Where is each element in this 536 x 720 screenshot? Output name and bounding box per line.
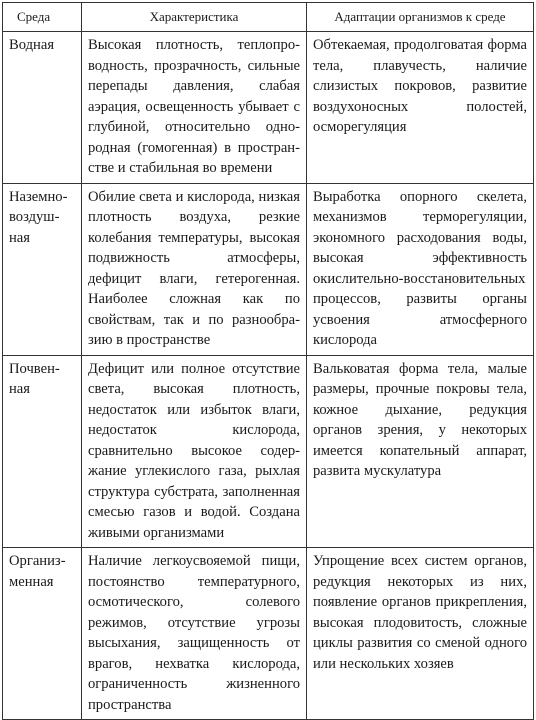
cell-adaptations: Обтекаемая, продолговатая форма тела, плавучесть, наличие слизистых покровов, развитие воздухоносных полостей, осморегуляция (307, 32, 534, 184)
cell-characteristic: Обилие света и кислорода, низкая плотность воздуха, резкие колебания температуры, высокая подвижность атмосферы, дефицит влаги, гетерогенная. Наиболее сложная как по свойствам, так и по разнообразию в пространстве (82, 183, 307, 355)
table-body (3, 32, 534, 720)
cell-environment: Наземно-воздушная (3, 183, 82, 355)
table-header (3, 3, 534, 32)
cell-characteristic: Наличие легкоусвояемой пищи, постоянство температурного, осмотического, солевого режимов, отсутствие угрозы высыхания, защищенность от врагов, нехватка кислорода, ограниченность жизненного пространства (82, 548, 307, 720)
cell-characteristic: Дефицит или полное отсутствие света, высокая плотность, недостаток или избыток влаги, недостаток кислорода, сравнительно высокое содержание углекислого газа, рыхлая структура субстрата, заполненная смесью газов и водой. Создана живыми организмами (82, 355, 307, 548)
table-row (3, 355, 534, 548)
header-environment: Среда (3, 3, 82, 32)
cell-adaptations: Упрощение всех систем органов, редукция некоторых из них, появление органов прикрепления, высокая плодовитость, сложные циклы развития со сменой одного или нескольких хозяев (307, 548, 534, 720)
cell-adaptations: Вальковатая форма тела, малые размеры, прочные покровы тела, кожное дыхание, редукция органов зрения, у некоторых имеется копательный аппарат, развита мускулатура (307, 355, 534, 548)
table-row (3, 183, 534, 355)
header-row (3, 3, 534, 32)
table-row (3, 32, 534, 184)
header-adaptations: Адаптации организмов к среде (307, 3, 534, 32)
cell-adaptations: Выработка опорного скелета, механизмов терморегуляции, экономного расходования воды, высокая эффективность окислительно-восстановительных процессов, развиты органы усвоения атмосферного кислорода (307, 183, 534, 355)
cell-characteristic: Высокая плотность, теплопроводность, прозрачность, сильные перепады давления, слабая аэрация, освещенность убывает с глубиной, относительно однородная (гомогенная) в пространстве и стабильная во времени (82, 32, 307, 184)
cell-environment: Почвенная (3, 355, 82, 548)
table-row (3, 548, 534, 720)
header-characteristic: Характеристика (82, 3, 307, 32)
cell-environment: Организменная (3, 548, 82, 720)
cell-environment: Водная (3, 32, 82, 184)
environment-table (2, 2, 534, 720)
